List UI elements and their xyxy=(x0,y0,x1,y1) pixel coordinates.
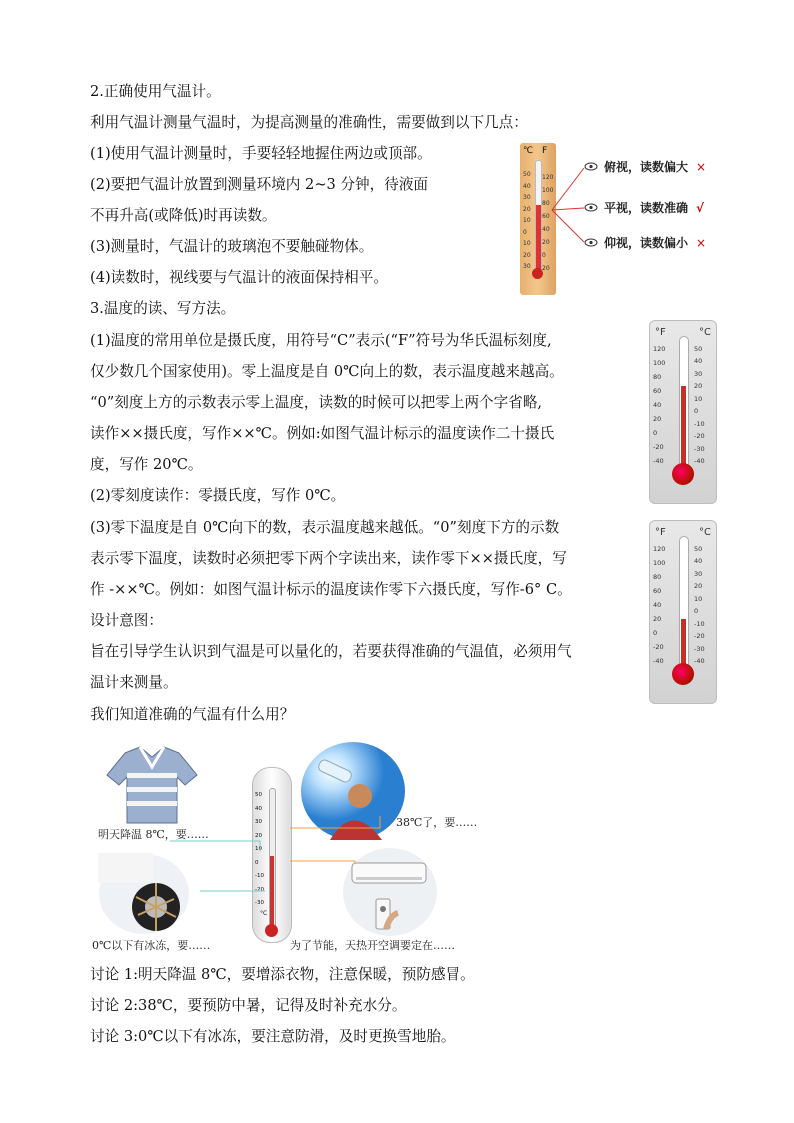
celsius-tick: 0 xyxy=(694,607,699,616)
liquid-column xyxy=(681,386,686,471)
celsius-tick: -20 xyxy=(694,432,705,441)
paragraph-line: (4)读数时，视线要与气温计的液面保持相平。 xyxy=(90,269,388,286)
scale-tick-left: 40 xyxy=(523,182,531,190)
fahrenheit-tick: 40 xyxy=(653,401,662,409)
scale-tick-right: 120 xyxy=(542,174,554,181)
discussion-3: 讨论 3:0℃以下有冰冻，要注意防滑，及时更换雪地胎。 xyxy=(90,1028,456,1045)
scale-tick-right: 80 xyxy=(542,200,550,207)
scale-tick-left: 30 xyxy=(523,263,531,270)
fahrenheit-tick: 80 xyxy=(653,573,662,581)
collage-tick: -30 xyxy=(255,900,264,906)
celsius-tick: -30 xyxy=(694,444,705,453)
scale-tick-left: 50 xyxy=(523,171,531,178)
celsius-tick: 30 xyxy=(694,569,703,578)
section-heading-2: 2.正确使用气温计。 xyxy=(90,83,221,100)
paragraph-line: (3)测量时，气温计的玻璃泡不要触碰物体。 xyxy=(90,238,374,255)
liquid-column xyxy=(536,205,541,275)
snow-chain-tire-image xyxy=(98,853,190,935)
paragraph-line: 度，写作 20℃。 xyxy=(90,456,203,473)
view-level: 平视，读数准确 √ xyxy=(584,199,704,216)
paragraph-line: 仅少数几个国家使用)。零上温度是自 0℃向上的数，表示温度越来越高。 xyxy=(90,363,564,380)
fahrenheit-tick: 60 xyxy=(653,587,662,595)
fahrenheit-unit: °F xyxy=(655,327,666,338)
scale-tick-right: 40 xyxy=(542,226,550,233)
celsius-label: ℃ xyxy=(523,146,534,156)
fahrenheit-tick: 100 xyxy=(653,559,666,567)
collage-tick: -20 xyxy=(255,886,264,893)
fahrenheit-tick: -20 xyxy=(653,443,664,451)
caption-air-conditioner: 为了节能，天热开空调要定在…… xyxy=(290,939,455,952)
fahrenheit-tick: 0 xyxy=(653,629,658,637)
paragraph-line: (3)零下温度是自 0℃向下的数，表示温度越来越低。“0”刻度下方的示数 xyxy=(90,519,560,536)
celsius-unit: °C xyxy=(699,527,711,538)
scale-tick-right: 20 xyxy=(542,265,550,272)
celsius-tick: 0 xyxy=(694,407,699,416)
view-from-below: 仰视，读数偏小 × xyxy=(584,234,706,251)
scale-tick-left: 0 xyxy=(523,228,527,236)
paragraph-line: 读作××摄氏度，写作××℃。例如:如图气温计标示的温度读作二十摄氏 xyxy=(90,425,555,442)
paragraph-line: 表示零下温度，读数时必须把零下两个字读出来，读作零下××摄氏度，写 xyxy=(90,550,567,567)
celsius-tick: -10 xyxy=(694,419,705,428)
celsius-tick: -20 xyxy=(694,632,705,641)
collage-tick: 20 xyxy=(255,832,262,839)
celsius-tick: -10 xyxy=(694,619,705,628)
scale-tick-left: 20 xyxy=(523,251,531,259)
collage-tick: -10 xyxy=(255,873,264,879)
discussion-2: 讨论 2:38℃，要预防中暑，记得及时补充水分。 xyxy=(90,997,407,1014)
celsius-tick: 20 xyxy=(694,382,703,391)
celsius-unit: °C xyxy=(699,327,711,338)
celsius-tick: 10 xyxy=(694,594,703,603)
scale-tick-right: 60 xyxy=(542,213,550,220)
paragraph-line: (1)温度的常用单位是摄氏度，用符号“C”表示(“F”符号为华氏温标刻度, xyxy=(90,332,552,349)
celsius-tick: 20 xyxy=(694,582,703,591)
paragraph-line: (2)要把气温计放置到测量环境内 2~3 分钟，待液面 xyxy=(90,176,429,193)
discussion-1: 讨论 1:明天降温 8℃，要增添衣物，注意保暖，预防感冒。 xyxy=(90,966,475,983)
collage-tick: 50 xyxy=(255,792,262,798)
scale-tick-right: 20 xyxy=(542,239,550,246)
fahrenheit-tick: -20 xyxy=(653,643,664,651)
celsius-tick: 40 xyxy=(694,557,703,566)
fahrenheit-unit: °F xyxy=(655,527,666,538)
fahrenheit-tick: 0 xyxy=(653,429,658,437)
scale-tick-left: 30 xyxy=(523,194,531,201)
paragraph-line: 作 -××℃。例如：如图气温计标示的温度读作零下六摄氏度，写作-6° C。 xyxy=(90,581,572,598)
celsius-tick: -30 xyxy=(694,644,705,653)
fahrenheit-tick: 80 xyxy=(653,373,662,381)
air-conditioner-image xyxy=(342,847,438,937)
fahrenheit-tick: 100 xyxy=(653,359,666,367)
eye-icon xyxy=(584,160,598,169)
view-from-above: 俯视，读数偏大 × xyxy=(584,158,706,175)
scale-tick-left: 10 xyxy=(523,240,531,247)
paragraph-line: (1)使用气温计测量时，手要轻轻地握住两边或顶部。 xyxy=(90,145,432,162)
scale-tick-left: 10 xyxy=(523,217,531,224)
collage-tick: 40 xyxy=(255,805,262,812)
fahrenheit-label: F xyxy=(542,146,548,156)
fahrenheit-tick: -40 xyxy=(653,657,664,665)
caption-hot: 38℃了，要…… xyxy=(396,816,478,829)
temperature-uses-collage xyxy=(90,741,490,951)
fahrenheit-tick: -40 xyxy=(653,457,664,465)
section-heading-3: 3.温度的读、写方法。 xyxy=(90,300,236,317)
scale-tick-left: 20 xyxy=(523,205,531,213)
celsius-tick: 50 xyxy=(694,345,703,353)
thermometer-bulb xyxy=(672,463,694,485)
question-line: 我们知道准确的气温有什么用？ xyxy=(90,706,295,723)
celsius-tick: 50 xyxy=(694,545,703,553)
collage-tick: 30 xyxy=(255,819,262,825)
eye-icon xyxy=(584,236,598,245)
fahrenheit-tick: 60 xyxy=(653,387,662,395)
design-intent-heading: 设计意图： xyxy=(90,612,163,629)
celsius-tick: 10 xyxy=(694,394,703,403)
thermometer-card-20c xyxy=(649,320,717,504)
paragraph-line: 旨在引导学生认识到气温是可以量化的，若要获得准确的气温值，必须用气 xyxy=(90,643,572,660)
celsius-tick: 40 xyxy=(694,357,703,366)
fahrenheit-tick: 20 xyxy=(653,615,662,623)
paragraph-line: “0”刻度上方的示数表示零上温度，读数的时候可以把零上两个字省略, xyxy=(90,394,543,411)
eye-icon xyxy=(584,201,598,210)
collage-tick: 0 xyxy=(255,859,259,866)
thermometer-bulb xyxy=(672,663,694,685)
paragraph-line: 不再升高(或降低)时再读数。 xyxy=(90,207,277,224)
fahrenheit-tick: 120 xyxy=(653,545,666,553)
caption-freeze: 0℃以下有冰冻，要…… xyxy=(92,939,211,952)
caption-cold: 明天降温 8℃，要…… xyxy=(98,828,209,841)
celsius-tick: 30 xyxy=(694,369,703,378)
fahrenheit-tick: 40 xyxy=(653,601,662,609)
celsius-tick: -40 xyxy=(694,457,705,465)
collage-tick: 10 xyxy=(255,846,262,852)
fahrenheit-tick: 120 xyxy=(653,345,666,353)
paragraph-line: 利用气温计测量气温时，为提高测量的准确性，需要做到以下几点： xyxy=(90,114,528,131)
fahrenheit-tick: 20 xyxy=(653,415,662,423)
paragraph-line: 温计来测量。 xyxy=(90,674,178,691)
thermometer-card-minus6c xyxy=(649,520,717,704)
paragraph-line: (2)零刻度读作：零摄氏度，写作 0℃。 xyxy=(90,487,346,504)
collage-unit: °C xyxy=(260,910,268,917)
scale-tick-right: 100 xyxy=(542,187,554,194)
celsius-tick: -40 xyxy=(694,657,705,665)
scale-tick-right: 0 xyxy=(542,252,546,259)
